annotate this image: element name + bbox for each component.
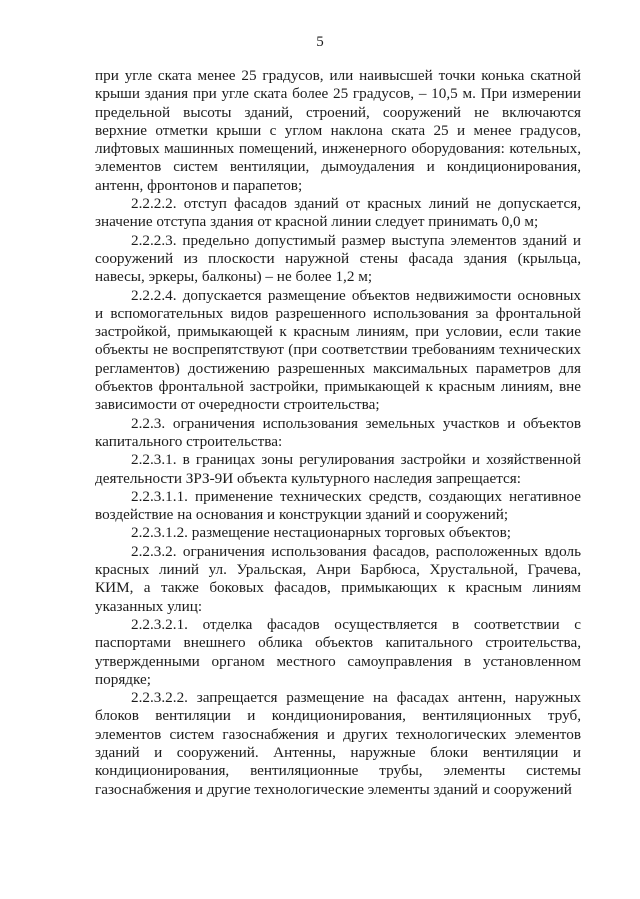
paragraph-2-2-2-2: 2.2.2.2. отступ фасадов зданий от красных линий не допускается, значение отступа здания от красной линии следует принимать 0,0 м; (95, 195, 581, 231)
paragraph-2-2-2-3: 2.2.2.3. предельно допустимый размер выступа элементов зданий и сооружений из плоскости наружной стены фасада здания (крыльца, навесы, эркеры, балконы) – не более 1,2 м; (95, 231, 581, 286)
document-body (95, 67, 581, 799)
paragraph-continuation: при угле ската менее 25 градусов, или наивысшей точки конька скатной крыши здания при угле ската более 25 градусов, – 10,5 м. При измерении предельной высоты зданий, строений, сооружений не включаются верхние отметки крыши с углом наклона ската 25 и менее градусов, лифтовых машинных помещений, инженерного оборудования: котельных, элементов систем вентиляции, дымоудаления и кондиционирования, антенн, фронтонов и парапетов; (95, 67, 581, 194)
paragraph-2-2-2-4: 2.2.2.4. допускается размещение объектов недвижимости основных и вспомогательных видов разрешенного использования за фронтальной застройкой, примыкающей к красным линиям, при условии, если такие объекты не воспрепятствуют (при соответствии требованиям технических регламентов) достижению разрешенных максимальных параметров для объектов фронтальной застройки, примыкающей к красным линиям, вне зависимости от очередности строительства; (95, 286, 581, 414)
paragraph-2-2-3-2-2: 2.2.3.2.2. запрещается размещение на фасадах антенн, наружных блоков вентиляции и кондиционирования, вентиляционных труб, элементов систем газоснабжения и других технологических элементов зданий и сооружений. Антенны, наружные блоки вентиляции и кондиционирования, вентиляционные трубы, элементы системы газоснабжения и другие технологические элементы зданий и сооружений (95, 689, 581, 798)
paragraph-2-2-3-2: 2.2.3.2. ограничения использования фасадов, расположенных вдоль красных линий ул. Уральская, Анри Барбюса, Хрустальной, Грачева, КИМ, а также боковых фасадов, примыкающих к красным линиям указанных улиц: (95, 542, 581, 615)
paragraph-2-2-3-1-2: 2.2.3.1.2. размещение нестационарных торговых объектов; (131, 524, 512, 542)
paragraph-2-2-3-1: 2.2.3.1. в границах зоны регулирования застройки и хозяйственной деятельности ЗРЗ-9И объекта культурного наследия запрещается: (95, 451, 581, 487)
paragraph-2-2-3-2-1: 2.2.3.2.1. отделка фасадов осуществляется в соответствии с паспортами внешнего облика объектов капитального строительства, утвержденными органом местного самоуправления в установленном порядке; (95, 615, 581, 688)
paragraph-2-2-3: 2.2.3. ограничения использования земельных участков и объектов капитального строительства: (95, 414, 581, 450)
page-number: 5 (316, 34, 324, 50)
paragraph-2-2-3-1-1: 2.2.3.1.1. применение технических средств, создающих негативное воздействие на основания и конструкции зданий и сооружений; (95, 487, 581, 524)
